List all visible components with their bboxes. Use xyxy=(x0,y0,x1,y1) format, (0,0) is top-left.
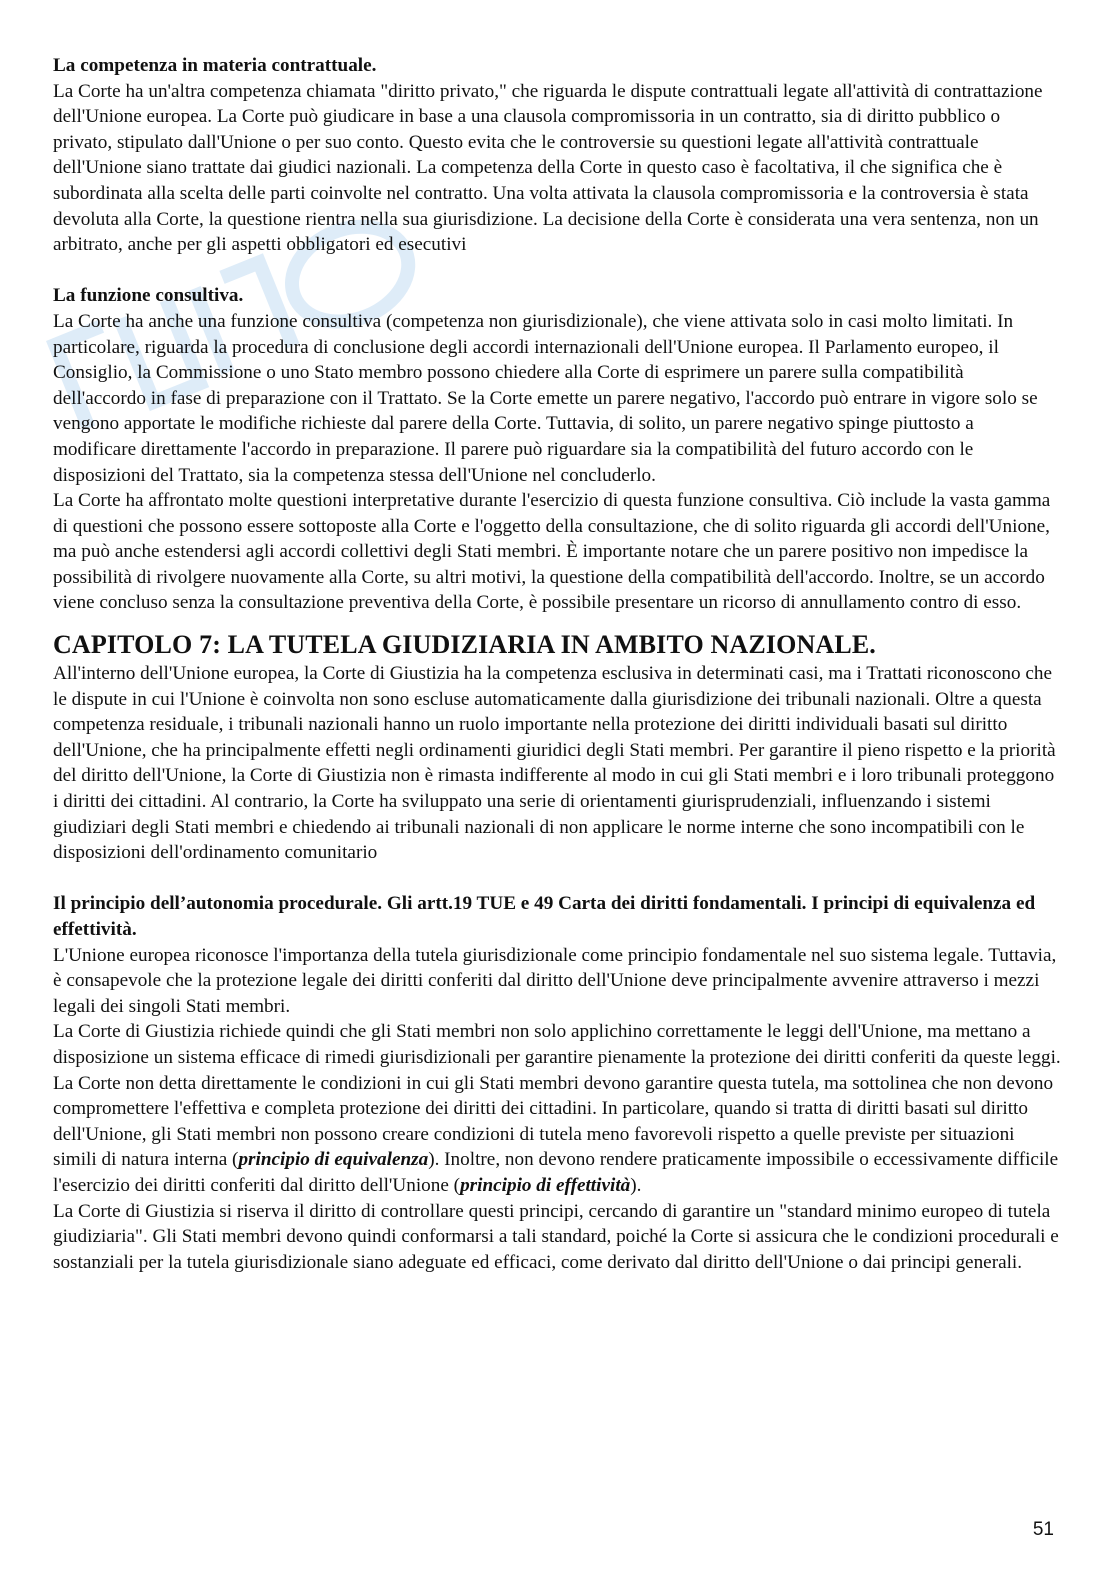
paragraph: All'interno dell'Unione europea, la Corte di Giustizia ha la competenza esclusiva in determinati casi, ma i Trattati riconoscono che le dispute in cui l'Unione è coinvolta non sono escluse automaticamente dalla giurisdizione dei tribunali nazionali. Oltre a questa competenza residuale, i tribunali nazionali hanno un ruolo importante nella protezione dei diritti individuali basati sul diritto dell'Unione, che ha principalmente effetti negli ordinamenti giuridici degli Stati membri. Per garantire il pieno rispetto e la priorità del diritto dell'Unione, la Corte di Giustizia non è rimasta indifferente al modo in cui gli Stati membri e i loro tribunali proteggono i diritti dei cittadini. Al contrario, la Corte ha sviluppato una serie di orientamenti giurisprudenziali, influenzando i sistemi giudiziari degli Stati membri e chiedendo ai tribunali nazionali di non applicare le norme interne che sono incompatibili con le disposizioni dell'ordinamento comunitario xyxy=(53,663,1056,864)
page-content xyxy=(53,53,1061,1275)
paragraph: La Corte di Giustizia richiede quindi che gli Stati membri non solo applichino correttamente le leggi dell'Unione, ma mettano a disposizione un sistema efficace di rimedi giurisdizionali per garantire pienamente la protezione dei diritti conferiti da queste leggi. xyxy=(53,1021,1061,1068)
paragraph xyxy=(53,1071,1061,1199)
paragraph: L'Unione europea riconosce l'importanza della tutela giurisdizionale come principio fondamentale nel suo sistema legale. Tuttavia, è consapevole che la protezione legale dei diritti conferiti dal diritto dell'Unione deve principalmente avvenire attraverso i mezzi legali dei singoli Stati membri. xyxy=(53,944,1057,1017)
text-run: ). xyxy=(630,1174,642,1196)
section-contractual xyxy=(53,53,1061,258)
paragraph: La Corte ha anche una funzione consultiva (competenza non giurisdizionale), che viene attivata solo in casi molto limitati. In particolare, riguarda la procedura di conclusione degli accordi internazionali dell'Unione europea. Il Parlamento europeo, il Consiglio, la Commissione o uno Stato membro possono chiedere alla Corte di esprimere un parere sulla compatibilità dell'accordo in fase di preparazione con il Trattato. Se la Corte emette un parere negativo, l'accordo può entrare in vigore solo se vengono apportate le modifiche richieste dal parere della Corte. Tuttavia, di solito, un parere negativo spinge piuttosto a modificare direttamente l'accordo in preparazione. Il parere può riguardare sia la compatibilità del futuro accordo con le disposizioni del Trattato, sia la competenza stessa dell'Unione nel concluderlo. xyxy=(53,310,1038,486)
chapter-7 xyxy=(53,628,1061,866)
section-heading: La competenza in materia contrattuale. xyxy=(53,55,377,76)
chapter-title: CAPITOLO 7: LA TUTELA GIUDIZIARIA IN AMBITO NAZIONALE. xyxy=(53,630,876,660)
paragraph: La Corte ha un'altra competenza chiamata "diritto privato," che riguarda le dispute contrattuali legate all'attività di contrattazione dell'Unione europea. La Corte può giudicare in base a una clausola compromissoria in un contratto, sia di diritto pubblico o privato, stipulato dall'Unione o per suo conto. Questo evita che le controversie su questioni legate all'attività contrattuale dell'Unione siano trattate dai giudici nazionali. La competenza della Corte in questo caso è facoltativa, il che significa che è subordinata alla scelta delle parti coinvolte nel contratto. Una volta attivata la clausola compromissoria e la controversia è stata devoluta alla Corte, la questione rientra nella sua giurisdizione. La decisione della Corte è considerata una vera sentenza, non un arbitrato, anche per gli aspetti obbligatori ed esecutivi xyxy=(53,80,1043,256)
emphasis-equivalence: principio di equivalenza xyxy=(238,1149,429,1171)
page-number: 51 xyxy=(1032,1519,1054,1540)
section-heading: La funzione consultiva. xyxy=(53,285,244,307)
paragraph: La Corte di Giustizia si riserva il diritto di controllare questi principi, cercando di garantire un "standard minimo europeo di tutela giudiziaria". Gli Stati membri devono quindi conformarsi a tali standard, poiché la Corte si assicura che le condizioni procedurali e sostanziali per la tutela giurisdizionale siano adeguate ed efficaci, come derivato dal diritto dell'Unione o dai principi generali. xyxy=(53,1200,1059,1273)
emphasis-effectiveness: principio di effettività xyxy=(460,1174,631,1196)
section-heading: Il principio dell’autonomia procedurale. Gli artt.19 TUE e 49 Carta dei diritti fondamentali. I principi di equivalenza ed effettività. xyxy=(53,893,1036,940)
section-procedural-autonomy xyxy=(53,891,1061,1275)
section-consultative xyxy=(53,283,1061,616)
paragraph: La Corte ha affrontato molte questioni interpretative durante l'esercizio di questa funzione consultiva. Ciò include la vasta gamma di questioni che possono essere sottoposte alla Corte e l'oggetto della consultazione, che di solito riguarda gli accordi dell'Unione, ma può anche estendersi agli accordi collettivi degli Stati membri. È importante notare che un parere positivo non impedisce la possibilità di rivolgere nuovamente alla Corte, su altri motivi, la questione della compatibilità dell'accordo. Inoltre, se un accordo viene concluso senza la consultazione preventiva della Corte, è possibile presentare un ricorso di annullamento contro di esso. xyxy=(53,490,1051,614)
text-run: ). Inoltre, non devono rendere praticamente impossibile o eccessivamente difficile l'esercizio dei diritti conferiti dal diritto dell'Unione ( xyxy=(53,1149,1059,1196)
text-run: La Corte non detta direttamente le condizioni in cui gli Stati membri devono garantire questa tutela, ma sottolinea che non devono compromettere l'effettiva e completa protezione dei diritti dei cittadini. In particolare, quando si tratta di diritti basati sul diritto dell'Unione, gli Stati membri non possono creare condizioni di tutela meno favorevoli rispetto a quelle previste per situazioni simili di natura interna ( xyxy=(53,1072,1054,1171)
